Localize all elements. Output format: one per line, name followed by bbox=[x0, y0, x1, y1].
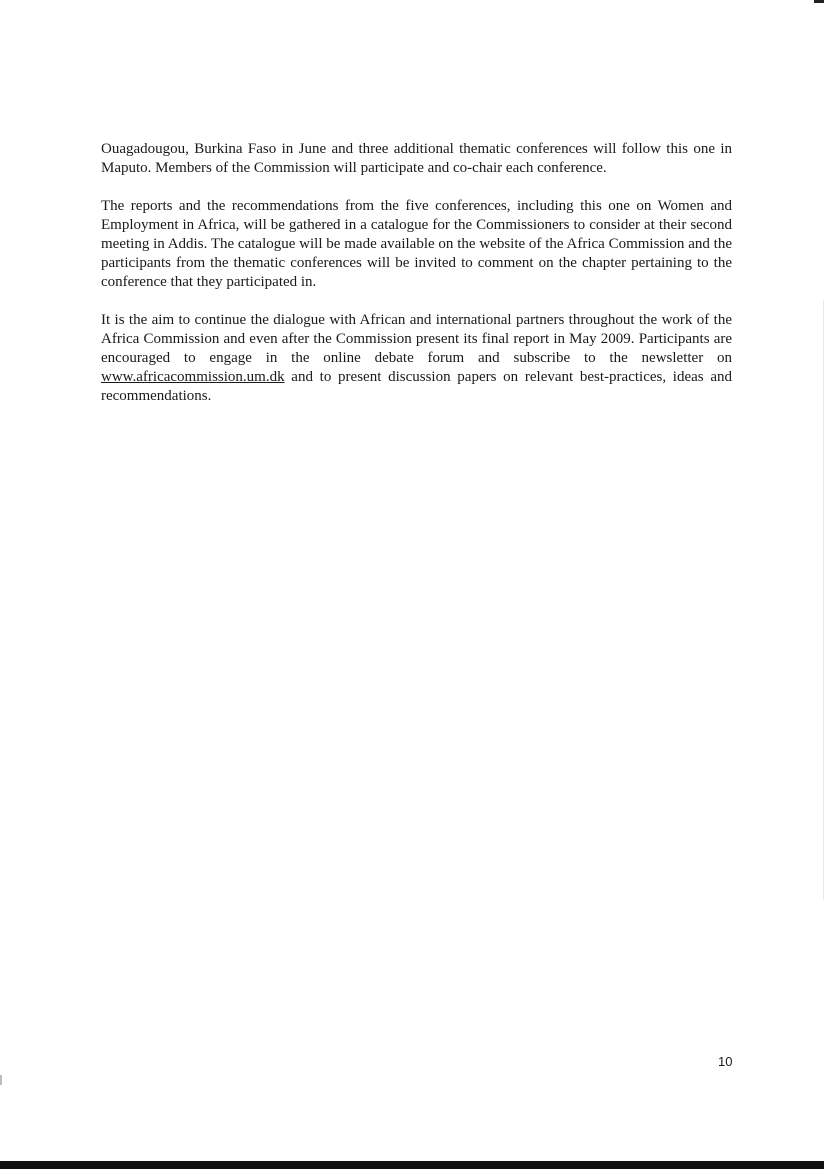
paragraph-2: The reports and the recommendations from the five conferences, including this one on Women and Employment in Africa, will be gathered in a catalogue for the Commissioners to consider at their second meeting in Addis. The catalogue will be made available on the website of the Africa Commission and the participants from the thematic conferences will be invited to comment on the chapter pertaining to the conference that they participated in. bbox=[101, 198, 732, 290]
scan-artifact-top bbox=[814, 0, 824, 3]
scan-artifact-left-mark bbox=[0, 1075, 2, 1085]
paragraph-3-text-start: It is the aim to continue the dialogue with African and international partners throughout the work of the Africa Commission and even after the Commission present its final report in May 2009. Participants are encouraged to engage in the online debate forum and subscribe to the newsletter on bbox=[101, 312, 732, 366]
paragraph-3 bbox=[101, 311, 732, 406]
paragraph-3-text-end: and to present discussion papers on relevant best-practices, ideas and recommendations. bbox=[101, 369, 732, 404]
body-text bbox=[101, 140, 732, 425]
paragraph-1: Ouagadougou, Burkina Faso in June and three additional thematic conferences will follow this one in Maputo. Members of the Commission will participate and co-chair each conference. bbox=[101, 141, 732, 176]
africa-commission-website-link[interactable]: www.africacommission.um.dk bbox=[101, 369, 285, 385]
page-number: 10 bbox=[718, 1054, 733, 1069]
scan-artifact-bottom-band bbox=[0, 1161, 824, 1169]
